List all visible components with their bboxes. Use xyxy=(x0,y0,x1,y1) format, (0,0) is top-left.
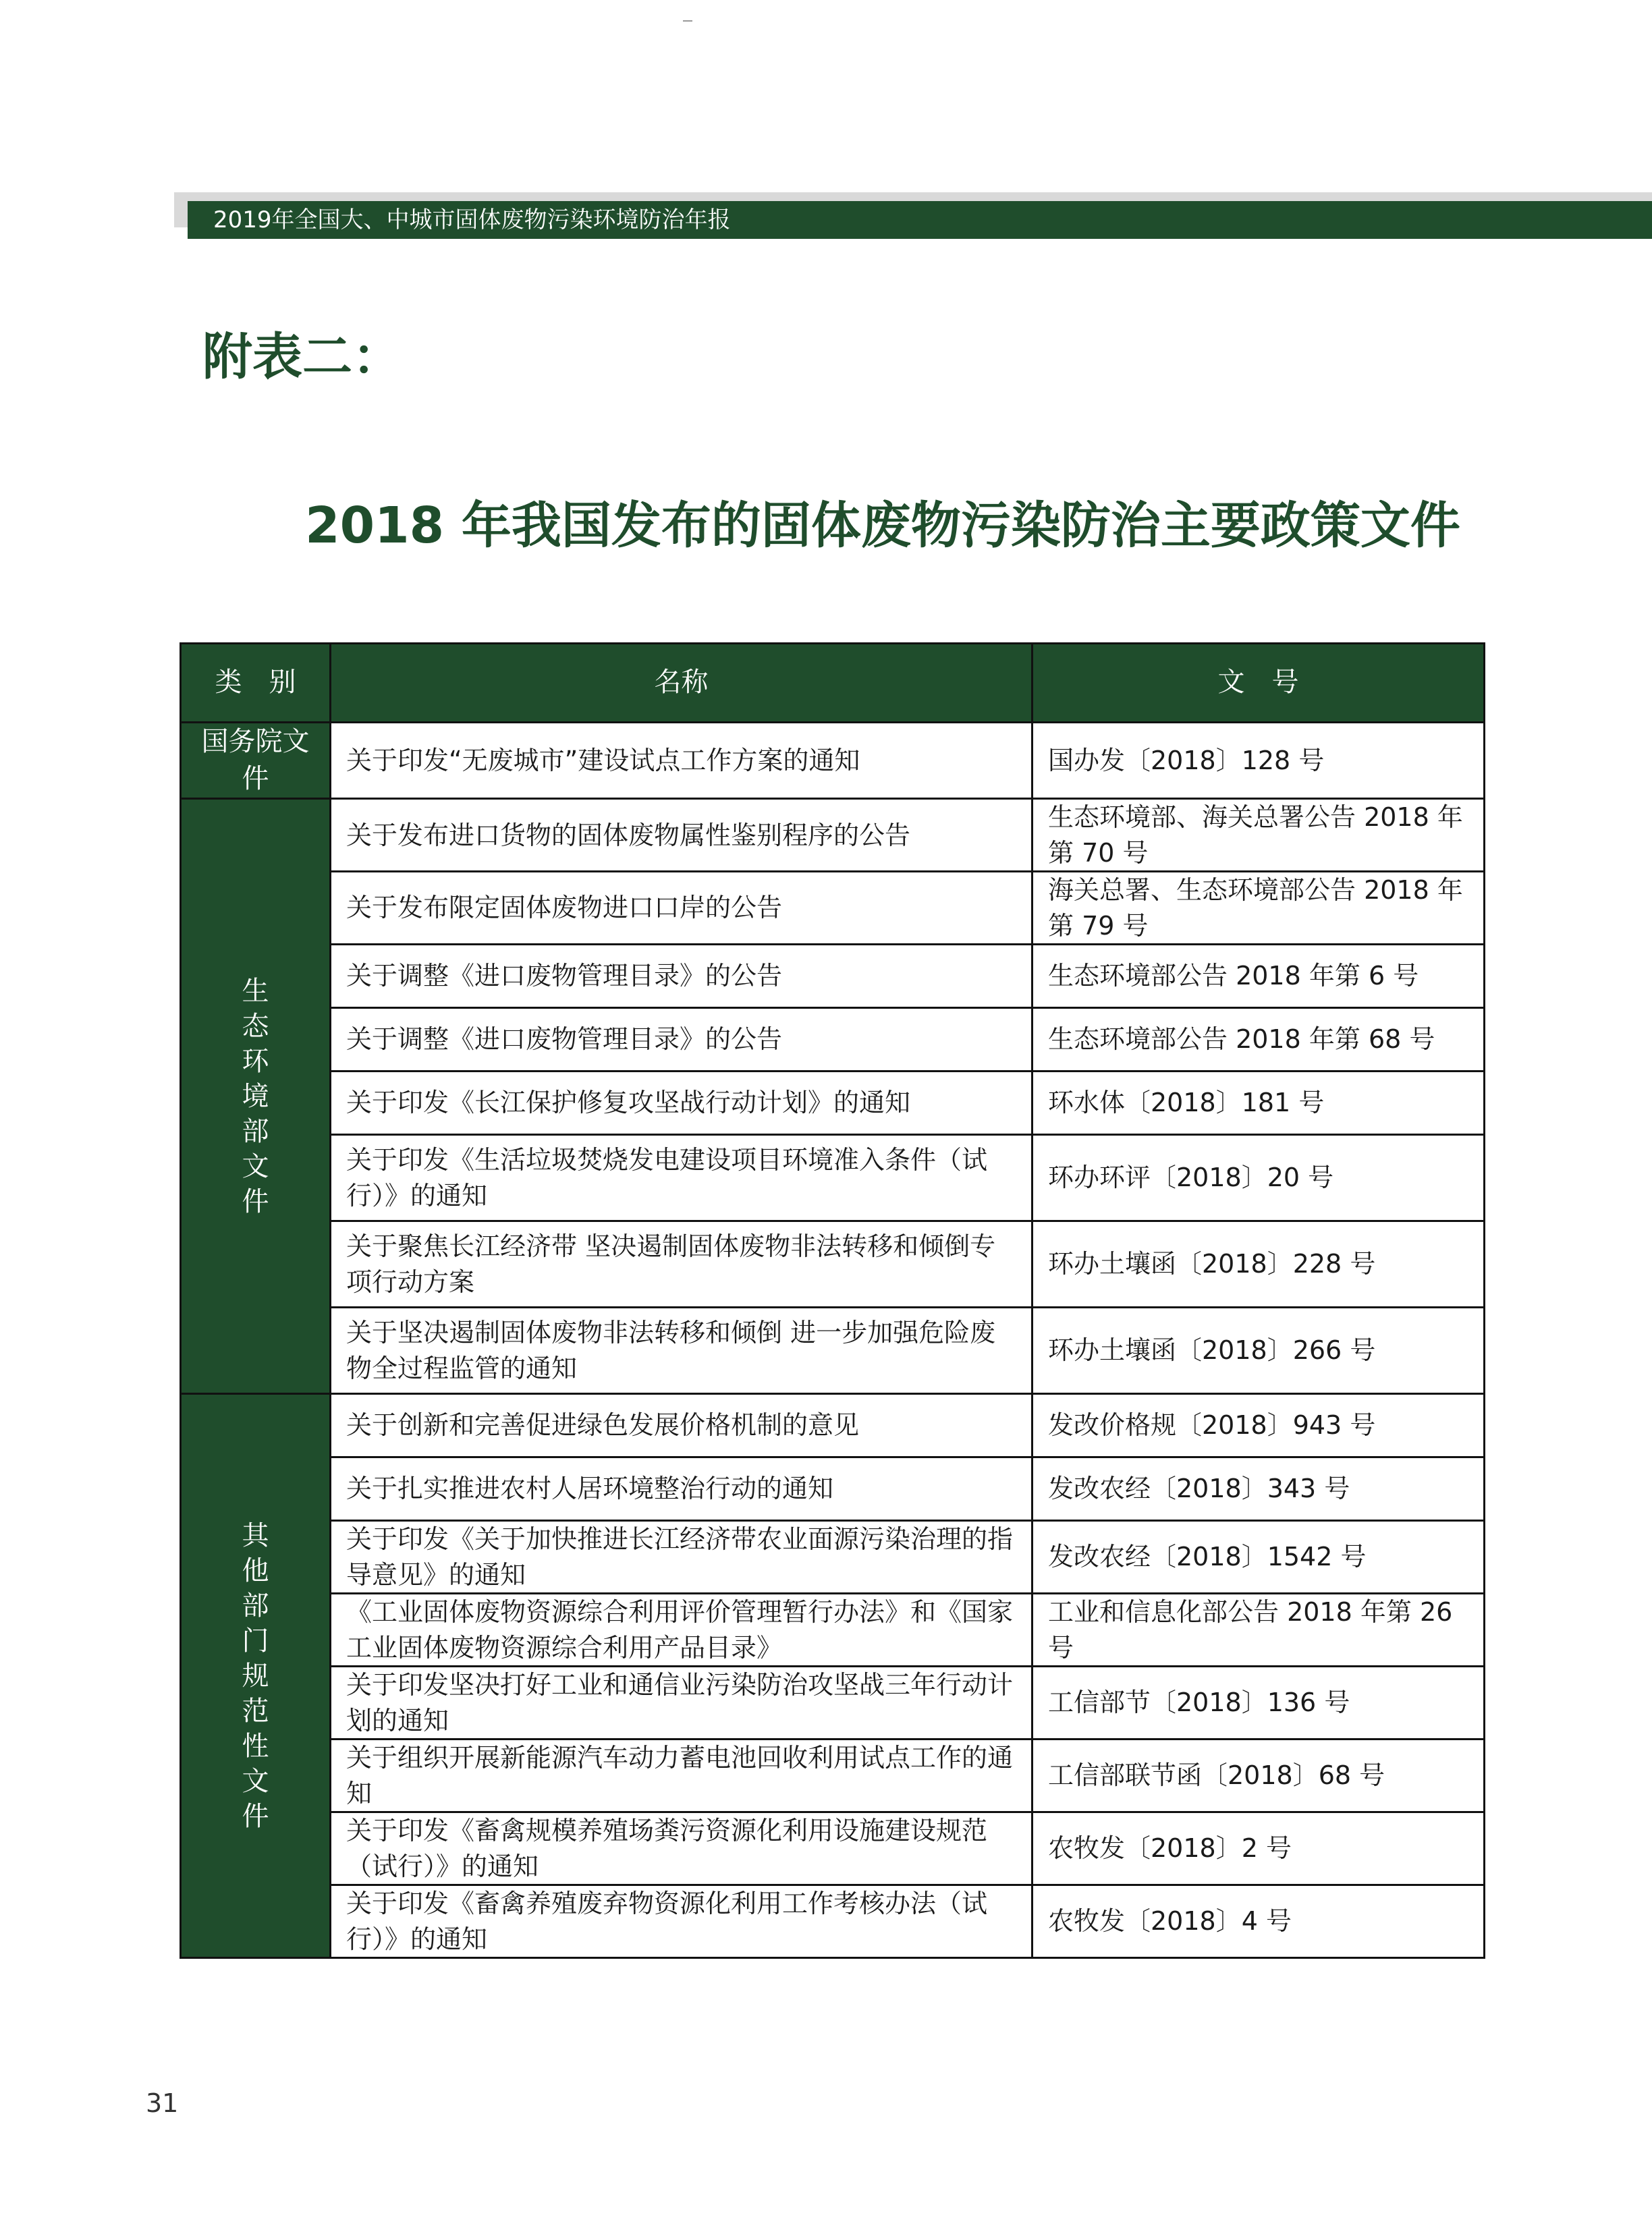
table-row xyxy=(181,1135,1485,1221)
table-row xyxy=(181,872,1485,945)
policy-name: 关于调整《进口废物管理目录》的公告 xyxy=(331,1008,1032,1072)
policy-name: 关于印发《关于加快推进长江经济带农业面源污染治理的指导意见》的通知 xyxy=(331,1521,1032,1594)
table-row xyxy=(181,1885,1485,1958)
policy-name: 关于发布进口货物的固体废物属性鉴别程序的公告 xyxy=(331,799,1032,872)
column-header-number: 文 号 xyxy=(1032,644,1485,723)
category-cell: 国务院文件 xyxy=(181,723,331,799)
policy-name: 关于印发《畜禽规模养殖场粪污资源化利用设施建设规范（试行）》的通知 xyxy=(331,1812,1032,1885)
document-title: 2018 年我国发布的固体废物污染防治主要政策文件 xyxy=(305,497,1460,555)
table-row xyxy=(181,1740,1485,1812)
table-row xyxy=(181,945,1485,1008)
policy-name: 关于印发“无废城市”建设试点工作方案的通知 xyxy=(331,723,1032,799)
policy-number: 发改农经〔2018〕343 号 xyxy=(1032,1457,1485,1521)
policy-name: 《工业固体废物资源综合利用评价管理暂行办法》和《国家工业固体废物资源综合利用产品目录》 xyxy=(331,1594,1032,1667)
policy-number: 生态环境部、海关总署公告 2018 年第 70 号 xyxy=(1032,799,1485,872)
policy-number: 生态环境部公告 2018 年第 68 号 xyxy=(1032,1008,1485,1072)
table-header-row xyxy=(181,644,1485,723)
policy-name: 关于印发《长江保护修复攻坚战行动计划》的通知 xyxy=(331,1072,1032,1135)
policy-name: 关于发布限定固体废物进口口岸的公告 xyxy=(331,872,1032,945)
running-header: 2019年全国大、中城市固体废物污染环境防治年报 xyxy=(188,201,1652,239)
policy-name: 关于扎实推进农村人居环境整治行动的通知 xyxy=(331,1457,1032,1521)
column-header-name: 名称 xyxy=(331,644,1032,723)
policy-name: 关于组织开展新能源汽车动力蓄电池回收利用试点工作的通知 xyxy=(331,1740,1032,1812)
policy-name: 关于印发坚决打好工业和通信业污染防治攻坚战三年行动计划的通知 xyxy=(331,1667,1032,1740)
policy-name: 关于调整《进口废物管理目录》的公告 xyxy=(331,945,1032,1008)
policy-number: 环水体〔2018〕181 号 xyxy=(1032,1072,1485,1135)
page-number: 31 xyxy=(146,2088,179,2118)
table-row xyxy=(181,1008,1485,1072)
policy-number: 发改农经〔2018〕1542 号 xyxy=(1032,1521,1485,1594)
policy-number: 农牧发〔2018〕4 号 xyxy=(1032,1885,1485,1958)
table-row xyxy=(181,1594,1485,1667)
policy-number: 发改价格规〔2018〕943 号 xyxy=(1032,1394,1485,1457)
table-row xyxy=(181,1457,1485,1521)
policy-number: 工业和信息化部公告 2018 年第 26 号 xyxy=(1032,1594,1485,1667)
table-row xyxy=(181,1394,1485,1457)
policy-number: 海关总署、生态环境部公告 2018 年第 79 号 xyxy=(1032,872,1485,945)
table-row xyxy=(181,723,1485,799)
policy-table xyxy=(180,642,1485,1959)
policy-number: 环办环评〔2018〕20 号 xyxy=(1032,1135,1485,1221)
policy-name: 关于聚焦长江经济带 坚决遏制固体废物非法转移和倾倒专项行动方案 xyxy=(331,1221,1032,1308)
policy-number: 生态环境部公告 2018 年第 6 号 xyxy=(1032,945,1485,1008)
policy-number: 工信部节〔2018〕136 号 xyxy=(1032,1667,1485,1740)
table-row xyxy=(181,1308,1485,1394)
table-row xyxy=(181,1812,1485,1885)
policy-number: 国办发〔2018〕128 号 xyxy=(1032,723,1485,799)
policy-name: 关于印发《畜禽养殖废弃物资源化利用工作考核办法（试行）》的通知 xyxy=(331,1885,1032,1958)
table-row xyxy=(181,1667,1485,1740)
policy-number: 环办土壤函〔2018〕228 号 xyxy=(1032,1221,1485,1308)
column-header-category: 类 别 xyxy=(181,644,331,723)
table-row xyxy=(181,799,1485,872)
table-row xyxy=(181,1521,1485,1594)
appendix-label: 附表二： xyxy=(202,328,402,386)
policy-name: 关于创新和完善促进绿色发展价格机制的意见 xyxy=(331,1394,1032,1457)
policy-number: 农牧发〔2018〕2 号 xyxy=(1032,1812,1485,1885)
category-cell: 其他部门规范性文件 xyxy=(181,1394,331,1958)
policy-number: 工信部联节函〔2018〕68 号 xyxy=(1032,1740,1485,1812)
top-mark xyxy=(683,20,692,22)
category-cell: 生态环境部文件 xyxy=(181,799,331,1394)
policy-name: 关于坚决遏制固体废物非法转移和倾倒 进一步加强危险废物全过程监管的通知 xyxy=(331,1308,1032,1394)
policy-number: 环办土壤函〔2018〕266 号 xyxy=(1032,1308,1485,1394)
policy-name: 关于印发《生活垃圾焚烧发电建设项目环境准入条件（试行）》的通知 xyxy=(331,1135,1032,1221)
table-row xyxy=(181,1072,1485,1135)
table-row xyxy=(181,1221,1485,1308)
